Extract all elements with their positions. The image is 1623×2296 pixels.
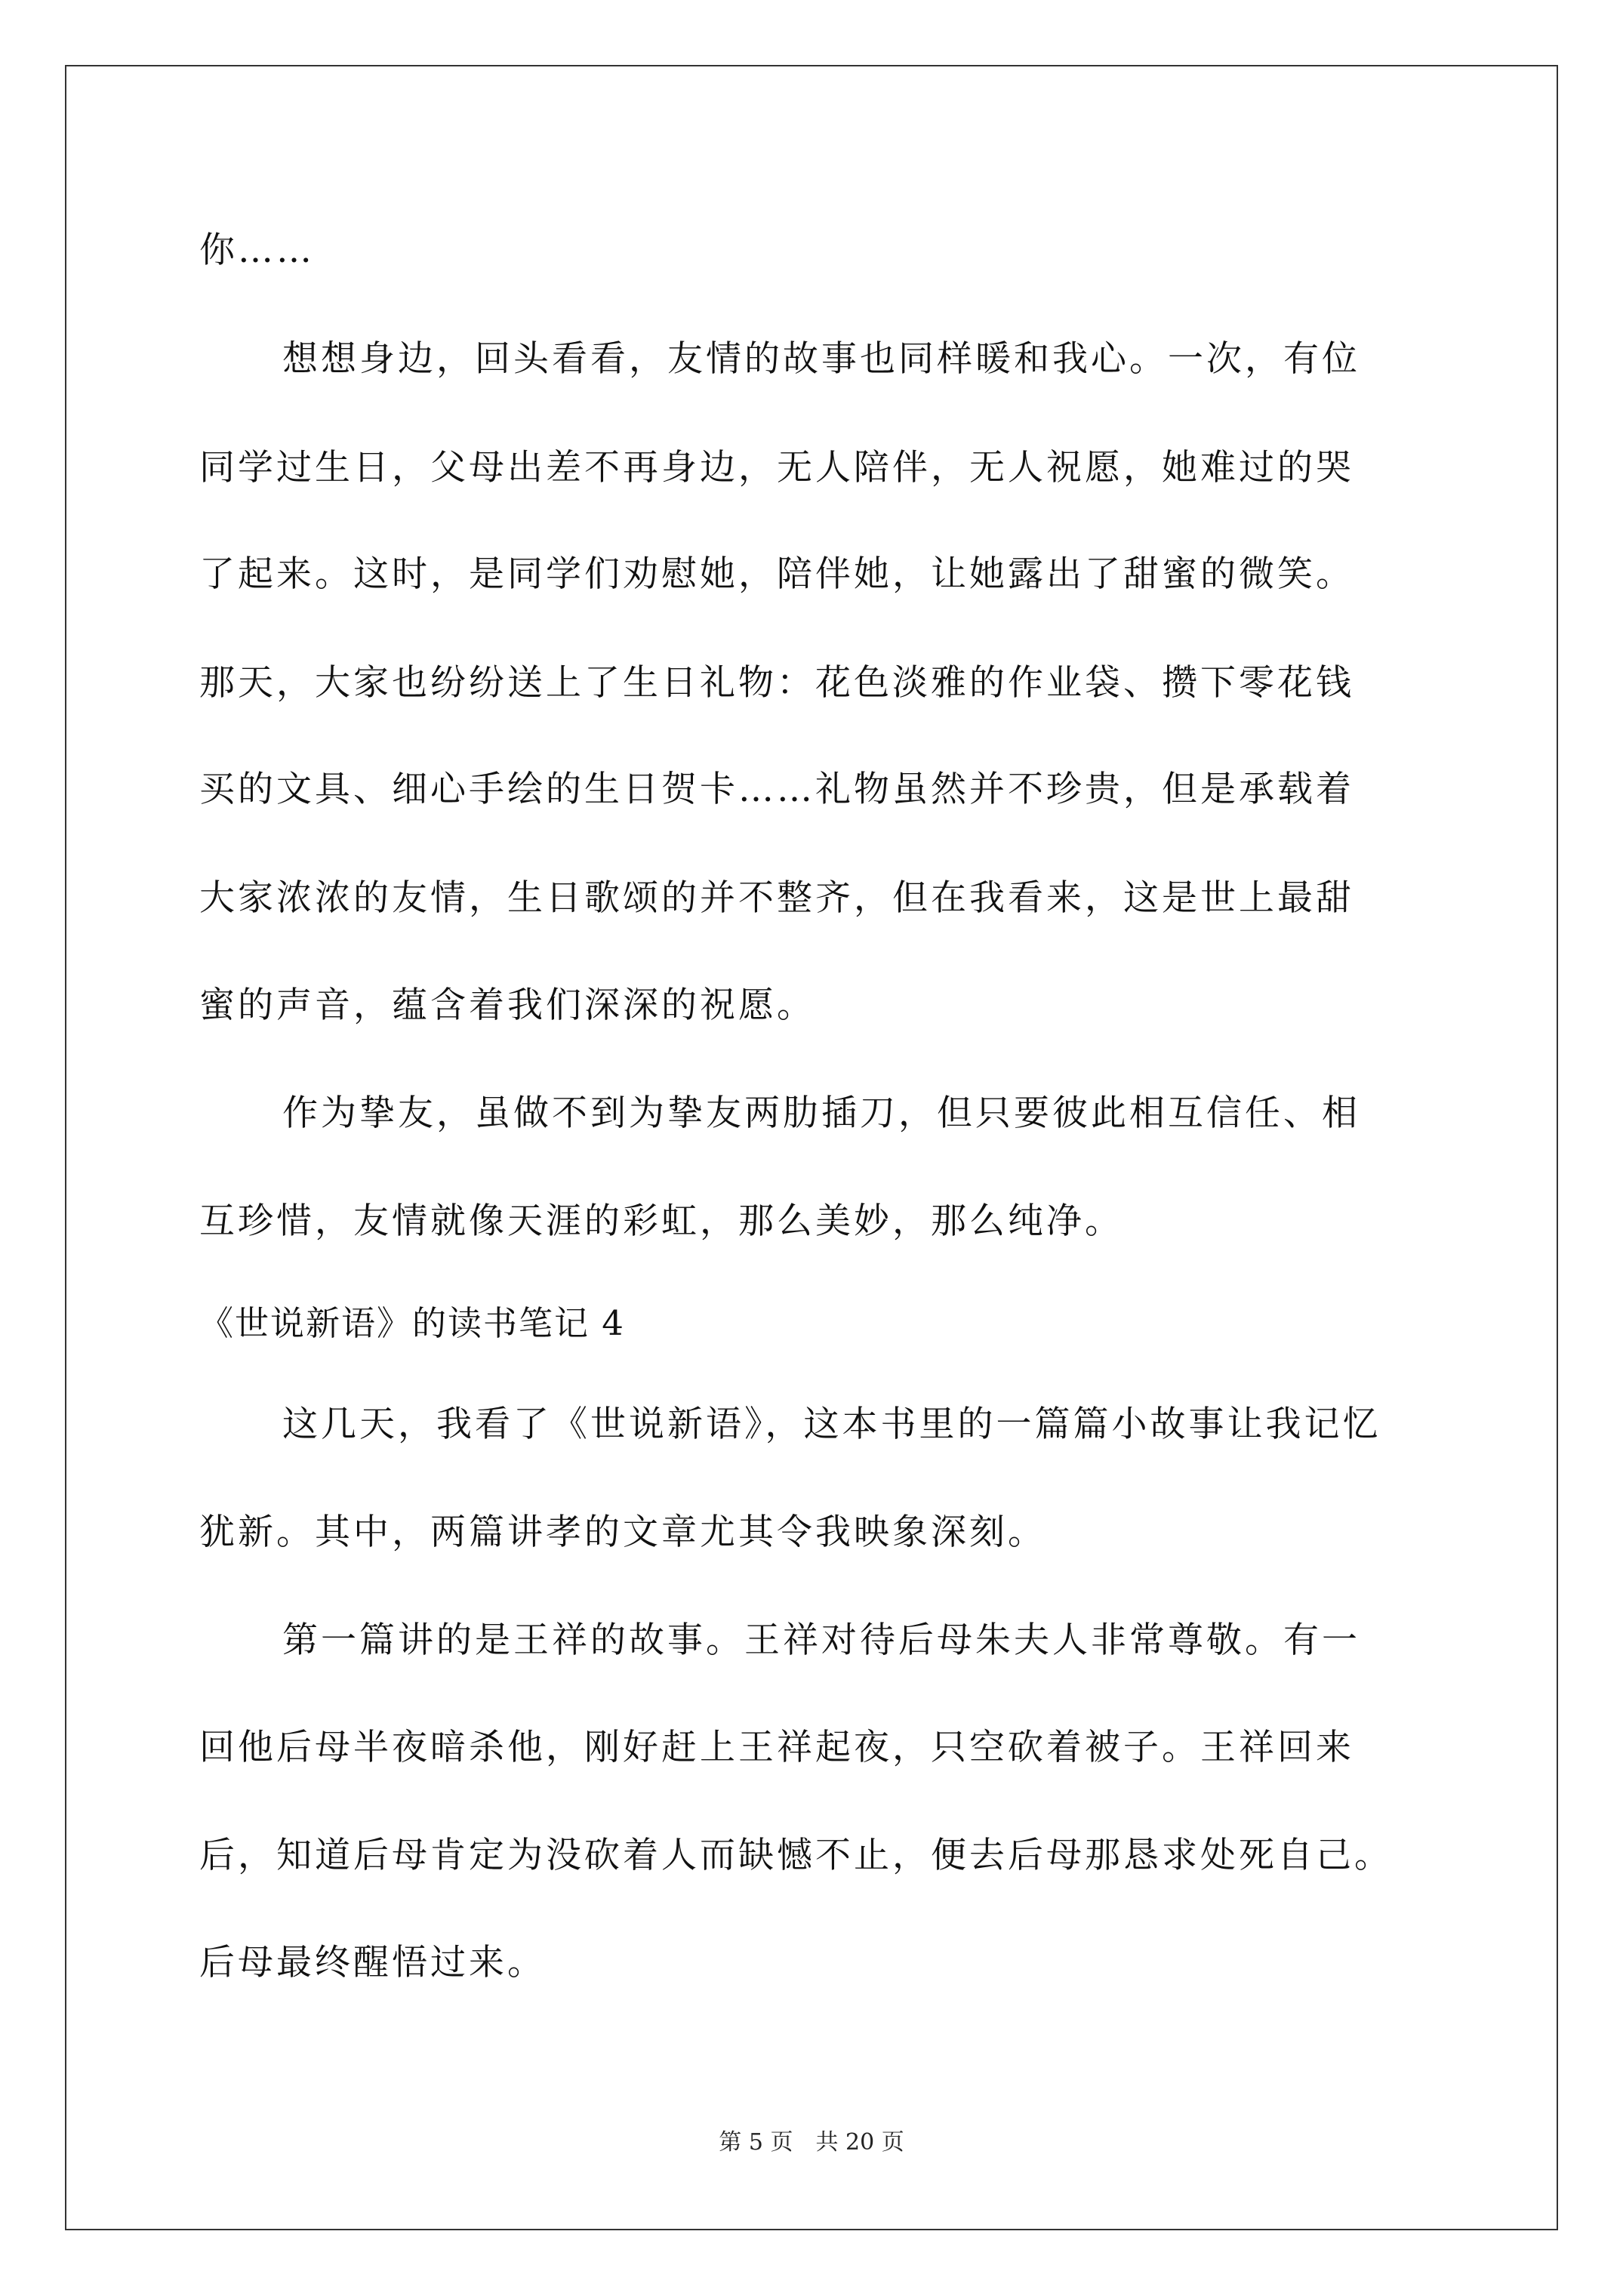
section-heading: 《世说新语》的读书笔记 4 [199,1303,625,1343]
text-line: 了起来。这时，是同学们劝慰她，陪伴她，让她露出了甜蜜的微笑。 [199,553,1354,595]
paragraph-first-line: 这几天，我看了《世说新语》，这本书里的一篇篇小故事让我记忆 [282,1404,1381,1445]
text-line: 那天，大家也纷纷送上了生日礼物：花色淡雅的作业袋、攒下零花钱 [199,662,1354,704]
page-border [65,65,1558,2230]
paragraph-first-line: 想想身边，回头看看，友情的故事也同样暖和我心。一次，有位 [282,338,1360,380]
text-line: 犹新。其中，两篇讲孝的文章尤其令我映象深刻。 [199,1512,1046,1553]
text-line: 互珍惜，友情就像天涯的彩虹，那么美妙，那么纯净。 [199,1200,1123,1242]
text-line: 大家浓浓的友情，生日歌颂的并不整齐，但在我看来，这是世上最甜 [199,877,1354,919]
text-line: 后母最终醒悟过来。 [199,1942,546,1983]
text-line: 蜜的声音，蕴含着我们深深的祝愿。 [199,985,815,1026]
paragraph-first-line: 作为挚友，虽做不到为挚友两肋插刀，但只要彼此相互信任、相 [282,1093,1360,1134]
text-line: 回他后母半夜暗杀他，刚好赶上王祥起夜，只空砍着被子。王祥回来 [199,1727,1354,1768]
paragraph-first-line: 第一篇讲的是王祥的故事。王祥对待后母朱夫人非常尊敬。有一 [282,1620,1360,1661]
text-line: 买的文具、细心手绘的生日贺卡……礼物虽然并不珍贵，但是承载着 [199,769,1354,810]
text-line: 同学过生日，父母出差不再身边，无人陪伴，无人祝愿，她难过的哭 [199,447,1354,488]
page-number-footer: 第 5 页 共 20 页 [719,2129,904,2156]
text-line: 你…… [199,230,315,271]
text-line: 后，知道后母肯定为没砍着人而缺憾不止，便去后母那恳求处死自己。 [199,1835,1393,1876]
